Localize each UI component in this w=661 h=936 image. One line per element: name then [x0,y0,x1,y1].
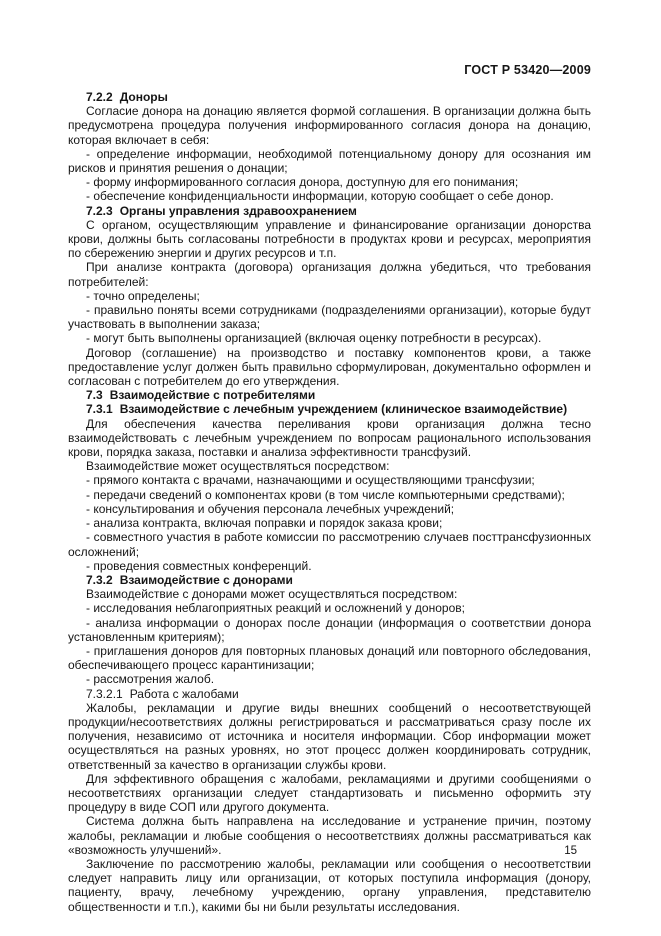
section-heading [68,573,591,587]
paragraph: - передачи сведений о компонентах крови (в том числе компьютерными средствами); [86,487,565,502]
paragraph: - обеспечение конфиденциальности информации, которую сообщает о себе донор. [86,189,554,204]
paragraph: - форму информированного согласия донора, доступную для его понимания; [86,175,519,190]
paragraph: С органом, осуществляющим управление и финансирование организации донорства крови, должны быть согласованы потребности в продуктах крови и ресурсах, мероприятия по сбережению энергии и других ресурсов и т.п. [68,217,591,261]
paragraph: - правильно поняты всеми сотрудниками (подразделениями организации), которые будут участвовать в выполнении заказа; [68,303,591,332]
paragraph: - приглашения доноров для повторных плановых донаций или повторного обследования, обеспечивающего процесс карантинизации; [68,643,591,673]
paragraph: - могут быть выполнены организацией (включая оценку потребности в ресурсах). [86,331,542,346]
page-header [68,63,591,77]
paragraph: - исследования неблагоприятных реакций и осложнений у доноров; [86,601,465,616]
paragraph: Жалобы, рекламации и другие виды внешних сообщений о несоответствующей продукции/несоответствиях должны регистрироваться и рассматриваться сразу после их получения, независимо от источника и носителя информации. Сбор информации может осуществляться на разных уровнях, но этот процесс должен координировать сотрудник, ответственный за качество в организации службы крови. [68,700,591,772]
section-title: Взаимодействие с донорами [119,572,293,587]
paragraph: Взаимодействие может осуществляться посредством: [86,459,390,474]
page-number: 15 [564,845,577,857]
section-title: Работа с жалобами [129,686,239,701]
paragraph: - прямого контакта с врачами, назначающими и осуществляющими трансфузии; [86,473,535,488]
paragraph: - проведения совместных конференций. [86,558,312,573]
section-heading [68,687,591,701]
section-title: Взаимодействие с лечебным учреждением (клиническое взаимодействие) [119,402,568,417]
section-heading [68,204,591,218]
paragraph: - консультирования и обучения персонала лечебных учреждений; [86,501,455,516]
paragraph: - анализа информации о донорах после донации (информация о соответствии донора установленным критериям); [68,615,591,644]
paragraph: Для эффективного обращения с жалобами, рекламациями и другими сообщениями о несоответствиях организации следует стандартизовать и письменно оформить эту процедуру в виде СОП или другого документа. [68,771,591,815]
paragraph: - определение информации, необходимой потенциальному донору для осознания им рисков и принятия решения о донации; [68,146,591,176]
section-number: 7.3 [86,388,103,403]
paragraph: При анализе контракта (договора) организация должна убедиться, что требования потребителей: [68,260,591,289]
section-heading [68,90,591,104]
paragraph: Взаимодействие с донорами может осуществляться посредством: [86,587,458,602]
paragraph: Система должна быть направлена на исследование и устранение причин, поэтому жалобы, рекламации и любые сообщения о несоответствиях должны рассматриваться как «возможность улучшений». [68,814,591,857]
paragraph: - совместного участия в работе комиссии по рассмотрению случаев посттрансфузионных осложнений; [68,530,591,559]
paragraph: Договор (соглашение) на производство и поставку компонентов крови, а также предоставление услуг должен быть правильно сформулирован, документально оформлен и согласован с потребителем до его утверждения. [68,345,591,389]
paragraph: Для обеспечения качества переливания крови организация должна тесно взаимодействовать с лечебным учреждением по вопросам рационального использования крови, порядка заказа, поставки и анализа эффективности трансфузий. [68,416,591,460]
section-title: Взаимодействие с потребителями [109,388,316,403]
section-number: 7.3.2.1 [86,686,123,701]
section-title: Органы управления здравоохранением [119,203,357,218]
paragraph: - анализа контракта, включая поправки и порядок заказа крови; [86,516,443,531]
paragraph: - рассмотрения жалоб. [86,672,215,687]
paragraph: Заключение по рассмотрению жалобы, рекламации или сообщения о несоответствии следует направить лицу или организации, от которых поступила информация (донору, пациенту, врачу, лечебному учреждению, органу управления, представителю общественности и т.п.), какими бы ни были результаты исследования. [68,856,591,914]
paragraph: Согласие донора на донацию является формой соглашения. В организации должна быть предусмотрена процедура получения информированного согласия донора на донацию, которая включает в себя: [68,104,591,147]
section-heading [68,388,591,402]
section-number: 7.2.2 [86,90,113,104]
document-content [68,90,591,914]
section-number: 7.2.3 [86,203,113,218]
section-title: Доноры [119,90,168,104]
page-footer [68,845,591,857]
doc-code: ГОСТ Р 53420—2009 [464,63,591,77]
section-number: 7.3.1 [86,402,113,417]
paragraph: - точно определены; [86,288,200,303]
section-heading [68,402,591,416]
section-number: 7.3.2 [86,572,113,587]
